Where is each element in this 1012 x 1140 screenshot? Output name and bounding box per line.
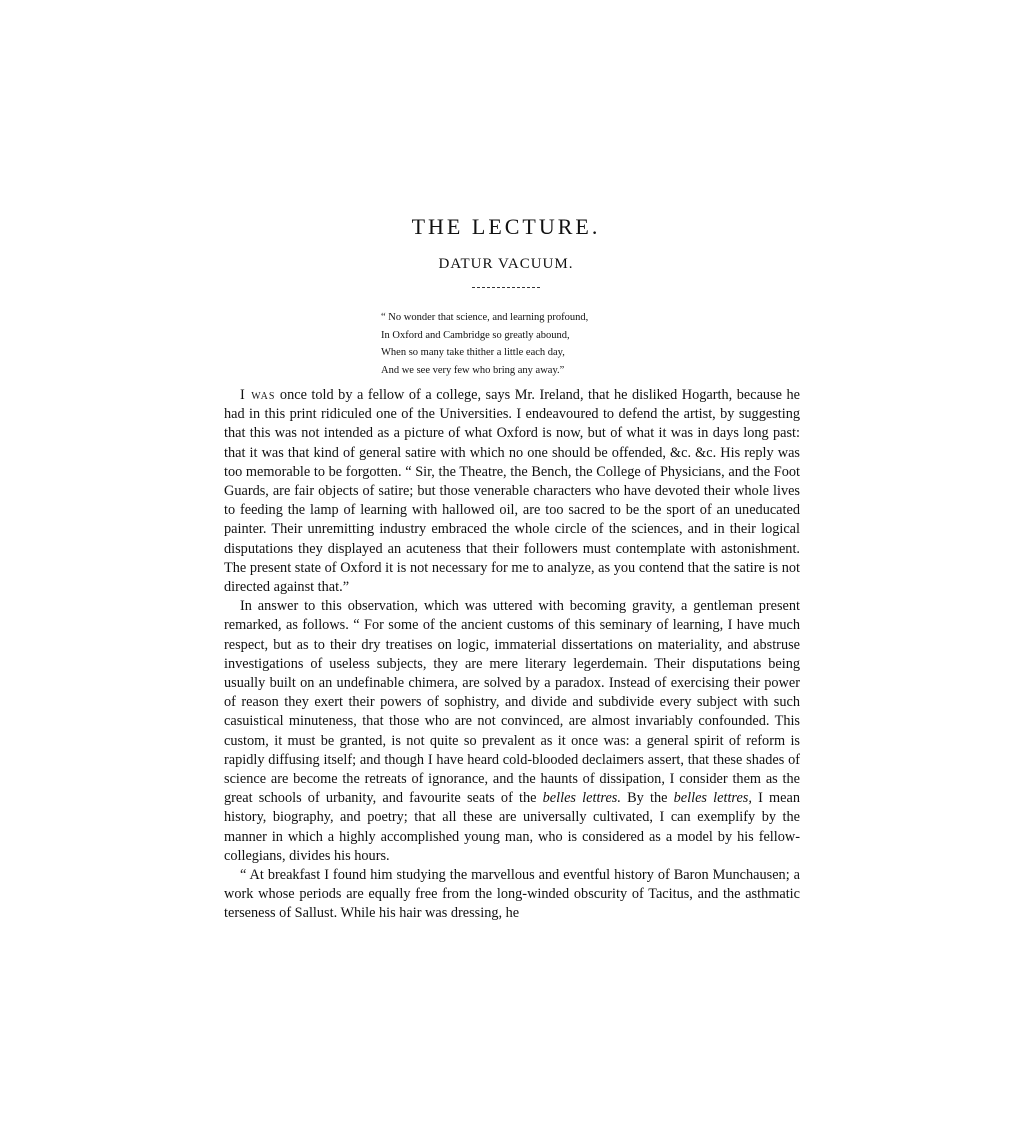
paragraph-text: “ At breakfast I found him studying the marvellous and eventful history of Baron Munchausen; a work whose periods are equally free from the long-winded obscurity of Tacitus, and the asthmatic terseness of Sallust. While his hair was dressing, he	[224, 867, 800, 922]
paragraph-text: In answer to this observation, which was uttered with becoming gravity, a gentleman present remarked, as follows. “ For some of the ancient customs of this seminary of learning, I have much respect, but as to their dry treatises on logic, immaterial dissertations on materiality, and abstruse investigations of useless subjects, they are mere literary legerdemain. Their disputations being usually built on an undefinable chimera, are solved by a paradox. Instead of exercising their power of reason they exert their powers of sophistry, and divide and subdivide every subject with such casuistical minuteness, that those who are not convinced, are almost invariably confounded. This custom, it must be granted, is not quite so prevalent as it once was: a general spirit of reform is rapidly diffusing itself; and though I have heard cold-blooded declaimers assert, that these shades of science are become the retreats of ignorance, and the haunts of dissipation, I consider them as the great schools of urbanity, and favourite seats of the	[224, 598, 800, 807]
paragraph	[224, 597, 800, 866]
decorative-rule	[472, 287, 540, 288]
epigraph-line: In Oxford and Cambridge so greatly abound,	[381, 329, 570, 341]
italic-phrase: belles lettres,	[673, 790, 752, 807]
paragraph-text: By the	[620, 790, 674, 807]
page-title: THE LECTURE.	[411, 214, 601, 239]
paragraph	[224, 386, 800, 597]
page-subtitle: DATUR VACUUM.	[438, 256, 574, 272]
epigraph-line: And we see very few who bring any away.”	[381, 364, 565, 376]
epigraph	[381, 309, 681, 379]
epigraph-line: “ No wonder that science, and learning profound,	[381, 312, 589, 323]
body-text	[224, 386, 800, 924]
paragraph	[224, 866, 800, 924]
epigraph-line: When so many take thither a little each day,	[381, 347, 565, 358]
paragraph-text: once told by a fellow of a college, says Mr. Ireland, that he disliked Hogarth, because he had in this print ridiculed one of the Universities. I endeavoured to defend the artist, by suggesting that this was not intended as a picture of what Oxford is now, but of what it was in days long past: that it was that kind of general satire with which no one should be offended, &c. &c. His reply was too memorable to be forgotten. “ Sir, the Theatre, the Bench, the College of Physicians, and the Foot Guards, are fair objects of satire; but those venerable characters who have devoted their whole lives to feeding the lamp of learning with hallowed oil, are too sacred to be the sport of an uneducated painter. Their unremitting industry embraced the whole circle of the sciences, and in their logical disputations they displayed an acuteness that their followers must contemplate with astonishment. The present state of Oxford it is not necessary for me to analyze, as you contend that the satire is not directed against that.”	[224, 387, 800, 596]
drop-opening: I was	[240, 387, 276, 403]
paragraph-text: I mean history, biography, and poetry; that all these are universally cultivated, I can exemplify by the manner in which a highly accomplished young man, who is considered as a model by his fellow-collegians, divides his hours.	[224, 790, 801, 864]
italic-phrase: belles lettres.	[542, 790, 621, 807]
